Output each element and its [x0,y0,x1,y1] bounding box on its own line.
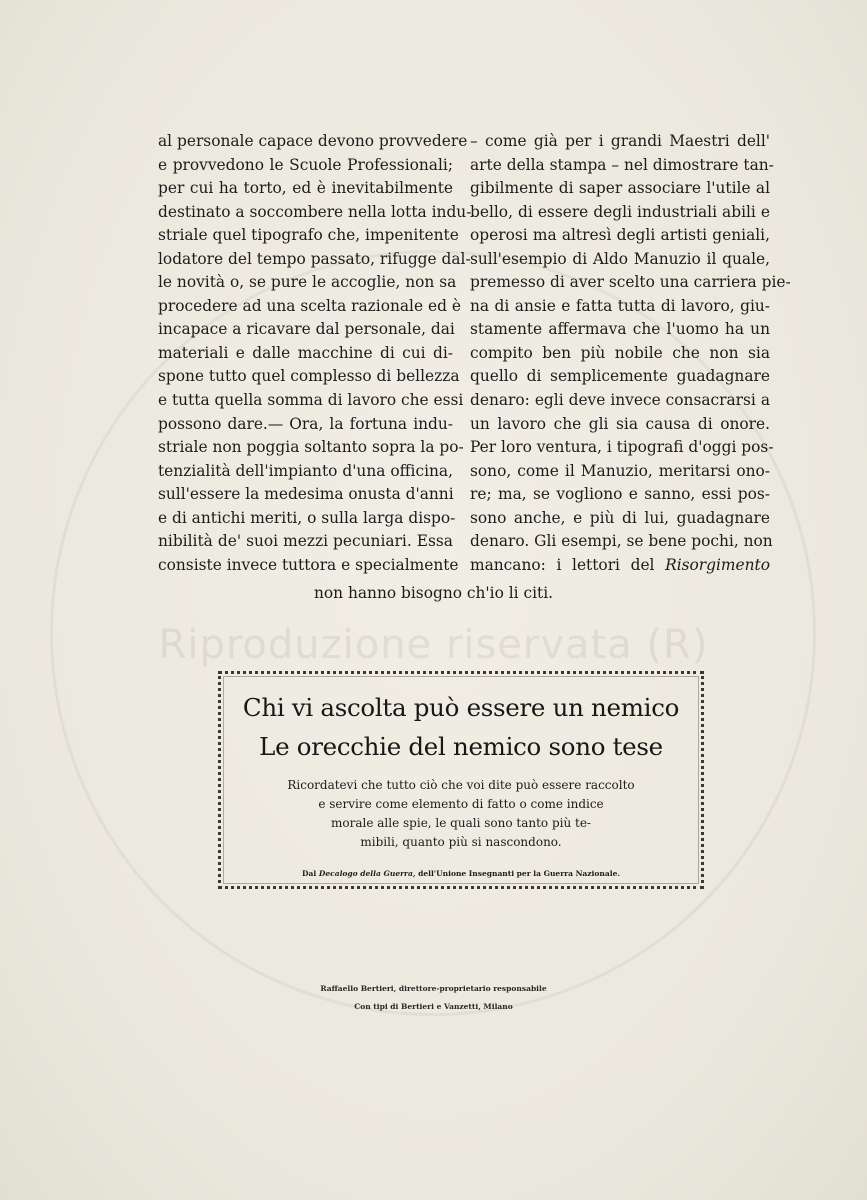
text-line: destinato a soccombere nella lotta indu- [158,202,472,221]
colophon-line-2: Con tipi di Bertieri e Vanzetti, Milano [354,1002,513,1011]
notice-headline-1: Chi vi ascolta può essere un nemico [242,693,680,722]
text-line: premesso di aver scelto una carriera pie- [470,273,791,292]
text-line: al personale capace devono provvedere [158,132,468,150]
text-line: tenzialità dell'impianto d'una officina, [158,461,453,480]
text-line: procedere ad una scelta razionale ed è [158,296,461,315]
text-line: compito ben più nobile che non sia [470,343,770,362]
notice-headline-2: Le orecchie del nemico sono tese [259,732,663,761]
text-line: e provvedono le Scuole Professionali; [158,155,453,174]
text-line [470,554,770,578]
text-line: denaro. Gli esempi, se bene pochi, non [470,532,773,551]
notice-source-prefix: Dal [302,869,319,878]
text-line: operosi ma altresì degli artisti geniali, [470,226,770,245]
text-line: nibilità de' suoi mezzi pecuniari. Essa [158,532,453,551]
notice-body-line: Ricordatevi che tutto ciò che voi dite può essere raccolto [287,778,635,792]
notice-box [218,671,704,889]
text-line: Per loro ventura, i tipografi d'oggi pos- [470,438,774,457]
text-line: un lavoro che gli sia causa di onore. [470,414,770,433]
text-line: le novità o, se pure le accoglie, non sa [158,273,457,292]
text-line: lodatore del tempo passato, rifugge dal- [158,249,471,268]
notice-body-line: mibili, quanto più si nascondono. [360,835,562,849]
text-line: possono dare.— Ora, la fortuna indu- [158,414,453,433]
text-line: sull'essere la medesima onusta d'anni [158,485,454,504]
text-line: incapace a ricavare dal personale, dai [158,320,455,339]
text-line: sono anche, e più di lui, guadagnare [470,508,770,527]
article-closing-line: non hanno bisogno ch'io li citi. [313,584,554,602]
text-line: na di ansie e fatta tutta di lavoro, giu- [470,296,770,315]
watermark-text: Riproduzione riservata (R) [158,622,709,668]
publication-title: Risorgimento [665,555,770,574]
text-line: per cui ha torto, ed è inevitabilmente [158,179,453,198]
text-line: quello di semplicemente guadagnare [470,367,770,386]
notice-source [221,869,701,879]
text-line: denaro: egli deve invece consacrarsi a [470,391,770,410]
text-line: sull'esempio di Aldo Manuzio il quale, [470,249,770,268]
text-line: stamente affermava che l'uomo ha un [470,320,770,339]
text-segment: mancano: i lettori del [470,555,666,574]
text-line: arte della stampa – nel dimostrare tan- [470,155,774,174]
text-line: e tutta quella somma di lavoro che essi [158,391,464,410]
text-line: gibilmente di saper associare l'utile al [470,179,770,198]
text-line: re; ma, se vogliono e sanno, essi pos- [470,485,770,504]
text-line: bello, di essere degli industriali abili e [470,202,770,221]
text-line: striale quel tipografo che, impenitente [158,226,459,245]
text-line: striale non poggia soltanto sopra la po- [158,438,464,457]
text-line: spone tutto quel complesso di bellezza [158,367,460,386]
article-left-column [158,130,472,577]
text-line: e di antichi meriti, o sulla larga dispo- [158,508,456,527]
text-line: sono, come il Manuzio, meritarsi ono- [470,461,770,480]
notice-source-suffix: dell'Unione Insegnanti per la Guerra Nazionale. [415,869,620,878]
text-line: materiali e dalle macchine di cui di- [158,343,453,362]
text-line: consiste invece tuttora e specialmente [158,555,459,574]
notice-body [221,776,701,852]
text-line: – come già per i grandi Maestri dell' [470,132,770,150]
colophon-line-1: Raffaello Bertieri, direttore-proprietario responsabile [320,984,547,993]
notice-source-title: Decalogo della Guerra, [318,869,416,878]
notice-body-line: morale alle spie, le quali sono tanto più te- [331,816,591,830]
article-right-column [470,130,791,577]
notice-body-line: e servire come elemento di fatto o come indice [318,797,604,811]
colophon [0,980,867,1016]
